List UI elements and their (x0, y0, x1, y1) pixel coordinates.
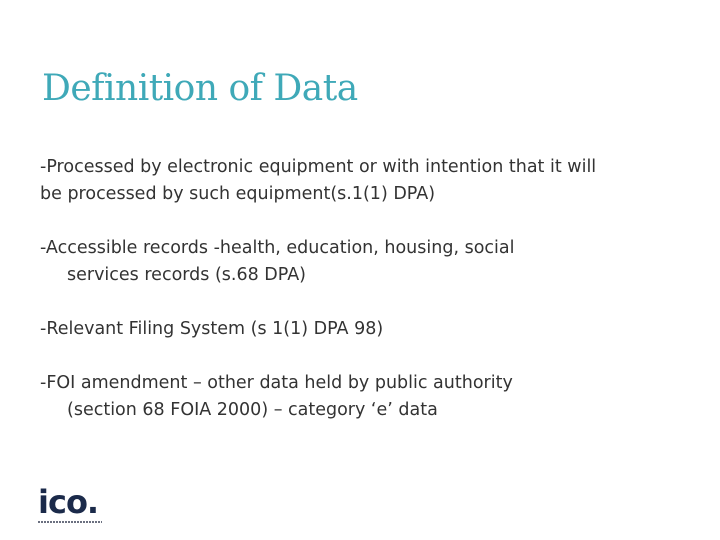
ico-logo-tagline (38, 521, 102, 523)
bullet-line: -Relevant Filing System (s 1(1) DPA 98) (40, 319, 384, 339)
ico-logo (38, 483, 118, 530)
bullet-list (40, 154, 700, 451)
bullet-item (40, 370, 700, 424)
bullet-line-continued: services records (s.68 DPA) (67, 265, 306, 285)
bullet-line: -Processed by electronic equipment or with intention that it will (40, 157, 597, 177)
bullet-line: -FOI amendment – other data held by public authority (40, 373, 513, 393)
ico-logo-text: ico. (38, 483, 99, 521)
bullet-item (40, 235, 700, 289)
slide-title: Definition of Data (42, 68, 358, 109)
bullet-line-continued: (section 68 FOIA 2000) – category ‘e’ data (67, 400, 438, 420)
bullet-item (40, 316, 700, 343)
bullet-line: -Accessible records -health, education, housing, social (40, 238, 515, 258)
bullet-line-continued: be processed by such equipment(s.1(1) DPA) (40, 184, 436, 204)
bullet-item (40, 154, 700, 208)
